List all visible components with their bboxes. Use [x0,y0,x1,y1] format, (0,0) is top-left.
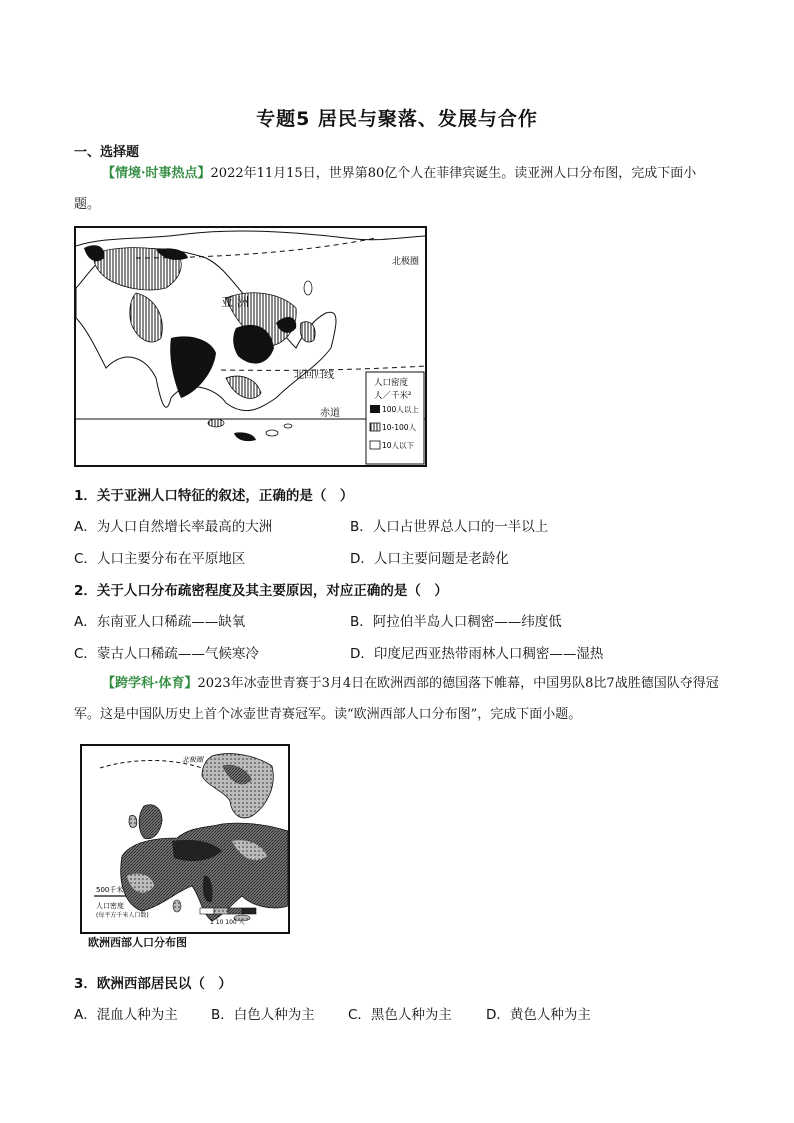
asia-map-figure [76,228,425,465]
equator-label: 赤道 [320,408,340,419]
q3-option-a: A．混血人种为主 [74,1007,178,1023]
q2-option-a: A．东南亚人口稀疏——缺氧 [74,614,246,630]
question-3-stem: 3．欧洲西部居民以（ ） [74,976,232,992]
europe-population-map [80,744,290,952]
arctic-circle-label-2: 北极圈 [182,756,203,764]
asia-population-map [74,226,427,467]
intro-text-2: 2023年冰壶世青赛于3月4日在欧洲西部的德国落下帷幕，中国男队8比7战胜德国队夺得冠军。这是中国队历史上首个冰壶世青赛冠军。读“欧洲西部人口分布图”，完成下面小题。 [74,676,719,722]
context-tag: 【情境·时事热点】 [102,166,211,181]
q2-option-b: B．阿拉伯半岛人口稠密——纬度低 [350,614,562,630]
legend-unit: 人／千米² [374,391,412,401]
legend-mid: 10-100人 [382,423,417,432]
question-2-stem: 2．关于人口分布疏密程度及其主要原因，对应正确的是（ ） [74,583,448,599]
tropic-label: 北回归线 [294,370,334,381]
q3-option-b: B．白色人种为主 [211,1007,315,1023]
europe-legend-ticks: 1 10 100 人 [210,919,245,926]
page-title: 专题5 居民与聚落、发展与合作 [256,108,538,130]
europe-map-caption: 欧洲西部人口分布图 [88,936,187,949]
map-scale-label: 500千米 [96,886,124,894]
europe-legend-unit: (每平方千米人口数) [96,912,149,919]
europe-map-frame [80,744,290,934]
legend-high: 100人以上 [382,405,419,414]
q3-option-d: D．黄色人种为主 [486,1007,591,1023]
europe-map-figure [82,746,288,932]
q1-option-b: B．人口占世界总人口的一半以上 [350,519,549,535]
arctic-circle-label: 北极圈 [392,257,420,267]
legend-low: 10人以下 [382,441,415,450]
q2-option-c: C．蒙古人口稀疏——气候寒冷 [74,646,259,662]
intro-paragraph-2 [74,668,722,730]
q1-option-c: C．人口主要分布在平原地区 [74,551,246,567]
q2-option-d: D．印度尼西亚热带雨林人口稠密——湿热 [350,646,604,662]
europe-legend-title: 人口密度 [96,902,124,910]
asia-label: 亚 洲 [221,295,249,309]
context-tag-2: 【跨学科·体育】 [102,676,198,691]
legend-title: 人口密度 [374,378,409,388]
q1-option-d: D．人口主要问题是老龄化 [350,551,509,567]
q3-option-c: C．黑色人种为主 [348,1007,452,1023]
section-heading: 一、选择题 [74,145,140,160]
q1-option-a: A．为人口自然增长率最高的大洲 [74,519,273,535]
question-1-stem: 1．关于亚洲人口特征的叙述，正确的是（ ） [74,488,354,504]
intro-paragraph-1 [74,158,722,220]
intro-text: 2022年11月15日，世界第80亿个人在菲律宾诞生。读亚洲人口分布图，完成下面小题。 [74,166,697,212]
